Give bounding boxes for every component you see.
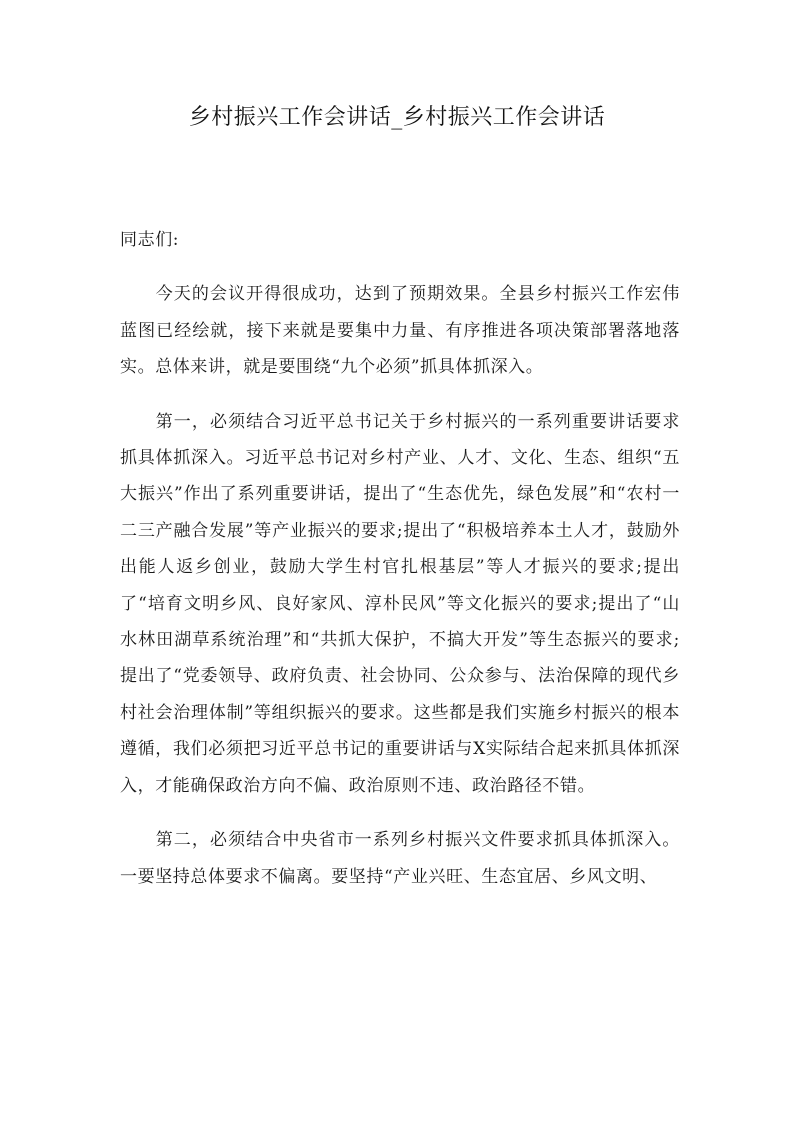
paragraph-1: 今天的会议开得很成功，达到了预期效果。全县乡村振兴工作宏伟蓝图已经绘就，接下来就是要集中力量、有序推进各项决策部署落地落实。总体来讲，就是要围绕“九个必须”抓具体抓深入。: [120, 284, 680, 378]
document-title: 乡村振兴工作会讲话_乡村振兴工作会讲话: [188, 105, 606, 130]
paragraph-2: 第一，必须结合习近平总书记关于乡村振兴的一系列重要讲话要求抓具体抓深入。习近平总书记对乡村产业、人才、文化、生态、组织“五大振兴”作出了系列重要讲话，提出了“生态优先，绿色发展”和“农村一二三产融合发展”等产业振兴的要求;提出了“积极培养本土人才，鼓励外出能人返乡创业，鼓励大学生村官扎根基层”等人才振兴的要求;提出了“培育文明乡风、良好家风、淳朴民风”等文化振兴的要求;提出了“山水林田湖草系统治理”和“共抓大保护，不搞大开发”等生态振兴的要求;提出了“党委领导、政府负责、社会协同、公众参与、法治保障的现代乡村社会治理体制”等组织振兴的要求。这些都是我们实施乡村振兴的根本遵循，我们必须把习近平总书记的重要讲话与X实际结合起来抓具体抓深入，才能确保政治方向不偏、政治原则不违、政治路径不错。: [120, 411, 680, 796]
paragraph-3: 第二，必须结合中央省市一系列乡村振兴文件要求抓具体抓深入。一要坚持总体要求不偏离。要坚持“产业兴旺、生态宜居、乡风文明、: [120, 830, 680, 887]
salutation: 同志们:: [120, 230, 180, 250]
document-body: [120, 222, 680, 895]
